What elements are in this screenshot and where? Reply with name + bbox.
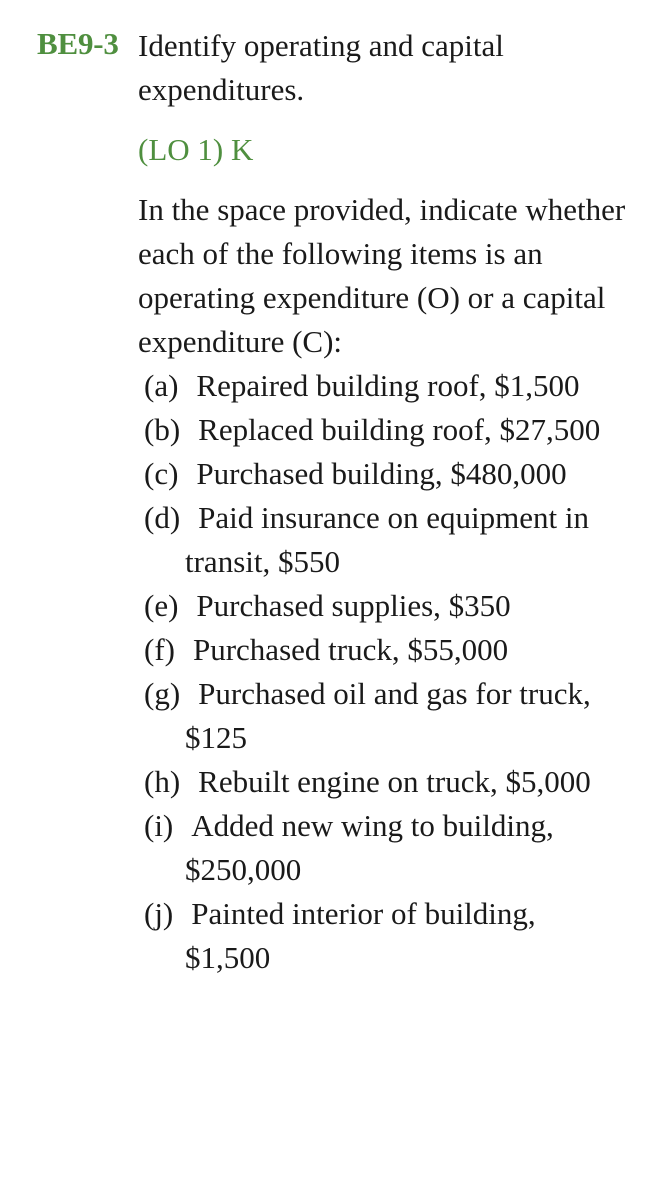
instructions: In the space provided, indicate whether each of the following items is an operating expenditure (O) or a capital expenditure (C): [138, 192, 626, 359]
list-item [144, 804, 628, 892]
item-letter: (b) [144, 412, 181, 447]
learning-objective: (LO 1) K [138, 132, 254, 167]
item-letter: (g) [144, 676, 181, 711]
list-item [144, 584, 628, 628]
item-letter: (e) [144, 588, 179, 623]
item-letter: (h) [144, 764, 181, 799]
item-text: Painted interior of building, $1,500 [185, 896, 536, 975]
item-text: Purchased building, $480,000 [196, 456, 567, 491]
exercise-id: BE9-3 [37, 26, 119, 61]
item-letter: (d) [144, 500, 181, 535]
item-letter: (c) [144, 456, 179, 491]
list-item [144, 452, 628, 496]
item-text: Repaired building roof, $1,500 [196, 368, 580, 403]
item-letter: (i) [144, 808, 174, 843]
list-item [144, 760, 628, 804]
list-item [144, 892, 628, 980]
exercise-title: Identify operating and capital expenditures. [138, 28, 504, 107]
list-item [144, 408, 628, 452]
list-item [144, 628, 628, 672]
expenditure-list [144, 364, 628, 980]
exercise-content [138, 24, 628, 980]
list-item [144, 364, 628, 408]
item-text: Purchased oil and gas for truck, $125 [185, 676, 591, 755]
list-item [144, 496, 628, 584]
item-text: Purchased truck, $55,000 [192, 632, 509, 667]
item-text: Rebuilt engine on truck, $5,000 [198, 764, 591, 799]
item-letter: (f) [144, 632, 175, 667]
item-text: Purchased supplies, $350 [196, 588, 511, 623]
item-letter: (a) [144, 368, 179, 403]
item-text: Added new wing to building, $250,000 [185, 808, 554, 887]
item-text: Replaced building roof, $27,500 [198, 412, 601, 447]
list-item [144, 672, 628, 760]
item-letter: (j) [144, 896, 174, 931]
item-text: Paid insurance on equipment in transit, $550 [185, 500, 590, 579]
